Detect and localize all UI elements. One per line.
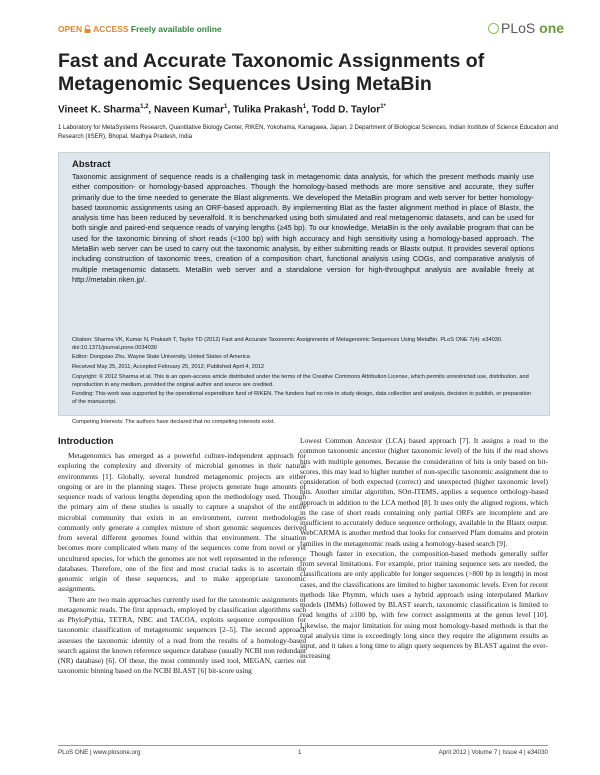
logo-circle-icon — [488, 23, 499, 34]
editor: Editor: Dongxiao Zhu, Wayne State University, United States of America — [72, 354, 250, 360]
open-label: OPEN — [58, 24, 83, 34]
intro-paragraph-4: Though faster in execution, the composition-based methods generally suffer from several limitations. For example, prior training sequence sets are needed, the classifications are only applicable for longer sequences (>800 bp in length) in most cases, and the classifications are limited to higher taxonomic levels. Even for recent methods like Phymm, which uses a hybrid approach using interpolated Markov models (IMMs) followed by BLAST search, taxonomic classification is limited to read lengths of ≥100 bp, with few correct assignments at the genus level [10]. Likewise, the major limitation for using most homology-based methods is that the total analysis time is exceedingly long since they require the alignment results as input, and it takes a long time to align query sequences by BLAST against the ever-increasing — [300, 548, 548, 661]
abstract-text: Taxonomic assignment of sequence reads is a challenging task in metagenomic data analysis, for which the present methods mainly use either composition- or homology-based approaches. Though the homology-based methods are more sensitive and accurate, they suffer primarily due to the time needed to generate the Blast alignments. We developed the MetaBin program and web server for better homology-based taxonomic assignments using an ORF-based approach. By implementing Blat as the faster alignment method in place of Blastx, the analysis time has been reduced by severalfold. It is benchmarked using both simulated and real metagenomic datasets, and can be used for both single and paired-end sequence reads of varying lengths (≥45 bp). To our knowledge, MetaBin is the only available program that can be used for the taxonomic binning of short reads (<100 bp) with high accuracy and high sensitivity using a homology-based approach. The MetaBin web server can be used to carry out the taxonomic analysis, by either submitting reads or Blastx output. It provides several options including construction of taxonomic trees, creation of a composition chart, functional analysis using COGs, and comparative analysis of multiple metagenomic datasets. MetaBin web server and a standalone version for high-throughput analysis are available freely at http://metabin.riken.jp/. — [72, 172, 534, 284]
footer-issue: April 2012 | Volume 7 | Issue 4 | e34030 — [438, 749, 548, 756]
logo-plos: PLoS — [501, 20, 536, 36]
affiliations: 1 Laboratory for MetaSystems Research, Quantitative Biology Center, RIKEN, Yokohama, Kanagawa, Japan, 2 Department of Biological Sciences, Indian Institute of Science Education and Research (IISER), Bhopal, Madhya Pradesh, India — [58, 125, 558, 140]
footer-page-number: 1 — [298, 749, 302, 756]
copyright: Copyright: © 2012 Sharma et al. This is an open-access article distributed under the terms of the Creative Commons Attribution License, which permits unrestricted use, distribution, and reproduction in any medium, provided the original author and source are credited. — [72, 374, 529, 389]
footer-rule — [58, 745, 548, 746]
left-column — [58, 451, 306, 677]
access-label: ACCESS — [93, 24, 129, 34]
plos-one-logo — [488, 20, 564, 36]
right-column — [300, 436, 548, 662]
author-list: Vineet K. Sharma$^{1,2}$, Naveen Kumar$^1$, Tulika Prakash$^1$, Todd D. Taylor$^{1*}$ — [58, 104, 386, 116]
dates: Received May 25, 2011; Accepted February 25, 2012; Published April 4, 2012 — [72, 364, 265, 370]
competing-interests: Competing Interests: The authors have declared that no competing interests exist. — [72, 419, 275, 425]
logo-one: one — [539, 20, 565, 36]
abstract-heading: Abstract — [72, 159, 111, 170]
citation: Citation: Sharma VK, Kumar N, Prakash T, Taylor TD (2012) Fast and Accurate Taxonomic Assignments of Metagenomic Sequences Using MetaBin. PLoS ONE 7(4): e34030. doi:10.1371/journal.pone.0034030 — [72, 337, 503, 352]
article-title: Fast and Accurate Taxonomic Assignments of Metagenomic Sequences Using MetaBin — [58, 50, 485, 95]
page-footer — [58, 749, 548, 756]
intro-paragraph-3: Lowest Common Ancestor (LCA) based approach [7]. It assigns a read to the common taxonomic ancestor (higher taxonomic level) of the hits if the read shows hits with multiple genomes. Because the consideration of hits is only based on bit-scores, this may lead to higher number of non-specific taxonomic assignment due to consideration of both expected (correct) and unexpected (higher taxonomic level) hits. Another similar algorithm, SOrt-ITEMS, applies a sequence orthology-based approach in addition to the LCA method [8]. It uses only the aligned regions, which in the case of short reads containing only partial ORFs are incomplete and are insufficient to accurately deduce sequence orthology, available in the Blastx output. WebCARMA is another method that looks for conserved Pfam domains and protein families in the metagenomic reads using a homology-based search [9]. — [300, 436, 548, 548]
open-access-badge — [58, 24, 222, 34]
intro-paragraph-1: Metagenomics has emerged as a powerful culture-independent approach for exploring the complexity and diversity of microbial genomes in their natural environments [1]. Globally, several hundred metagenomic projects are either ongoing or are in the planning stages. These projects generate huge amounts of sequence reads of various lengths depending upon the methodology used. Though the primary aim of these studies is usually to capture a snapshot of the entire microbial community that exists in an environment, current methodologies commonly only generate a complex mixture of short genomic sequences derived from several different genomes found within that environment. The situation becomes more complicated when many of the sequences come from novel or yet uncultured species, for which the genomes are not well represented in the reference databases. Therefore, one of the first and most crucial tasks is to ascertain the genomic origin of these sequences, and to make appropriate taxonomic assignments. — [58, 451, 306, 594]
open-lock-icon — [84, 25, 91, 33]
footer-journal: PLoS ONE | www.plosone.org — [58, 749, 141, 756]
freely-available-label: Freely available online — [130, 24, 222, 34]
introduction-heading: Introduction — [58, 436, 114, 447]
intro-paragraph-2: There are two main approaches currently used for the taxonomic assignments of metagenomic reads. The first approach, employed by classification algorithms such as PhyloPythia, TETRA, NBC and TACOA, exploits sequence composition for taxonomic classification of metagenomic sequences [2–5]. The second approach assesses the taxonomic identity of a read from the results of a homology-based search against the known reference sequence database (usually NCBI non redundant (NR) database) [6]. Of these, the most commonly used tool, MEGAN, carries out taxonomic binning based on the NCBI BLAST [6] bit-score using — [58, 594, 306, 676]
funding: Funding: This work was supported by the operational expenditure fund of RIKEN. The funders had no role in study design, data collection and analysis, decision to publish, or preparation of the manuscript. — [72, 391, 532, 406]
